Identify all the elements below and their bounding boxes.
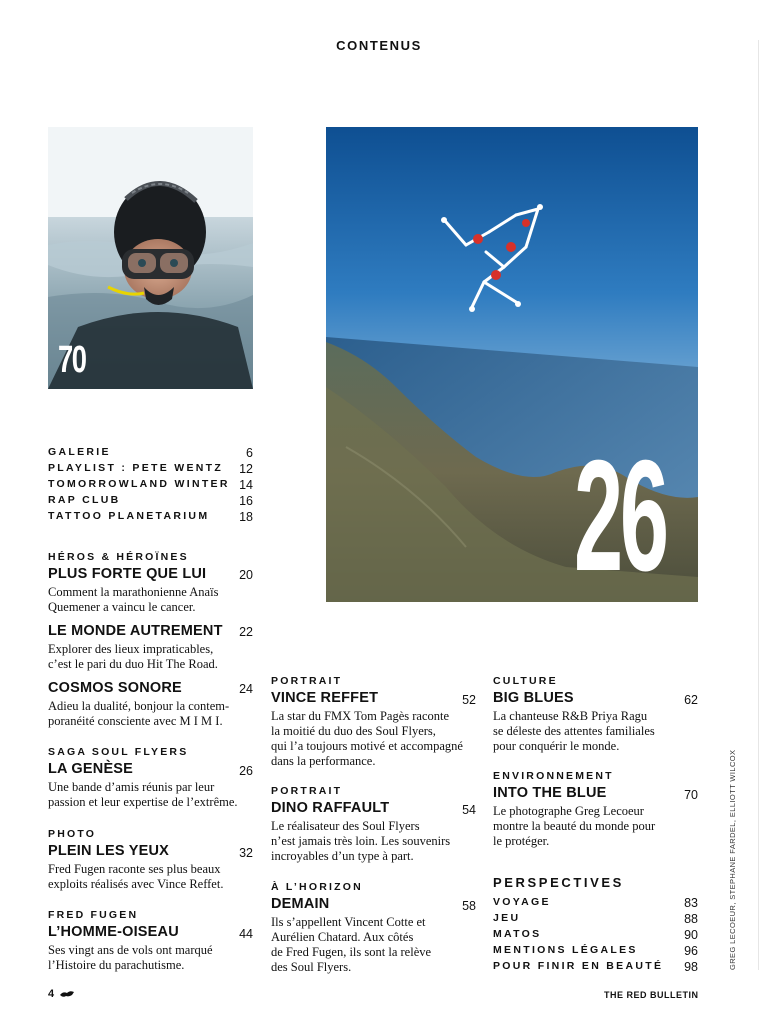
article-desc-line: c’est le pari du duo Hit The Road. bbox=[48, 657, 218, 671]
list-item-label: MENTIONS LÉGALES bbox=[493, 944, 638, 956]
list-item-page: 98 bbox=[684, 960, 698, 974]
article-entry[interactable] bbox=[48, 680, 253, 729]
article-desc-line: la moitié du duo des Soul Flyers, bbox=[271, 724, 436, 738]
feature-page-number-70: 70 bbox=[58, 339, 86, 381]
list-item-page: 12 bbox=[239, 462, 253, 476]
article-desc bbox=[48, 642, 253, 672]
article-desc-line: exploits réalisés avec Vince Reffet. bbox=[48, 877, 224, 891]
list-item-page: 16 bbox=[239, 494, 253, 508]
list-item[interactable] bbox=[48, 510, 253, 522]
article-title: INTO THE BLUE bbox=[493, 785, 607, 801]
article-desc-line: Quemener a vaincu le cancer. bbox=[48, 600, 196, 614]
article-page: 22 bbox=[239, 625, 253, 639]
article-desc bbox=[271, 709, 476, 769]
footer-brand: THE RED BULLETIN bbox=[604, 990, 699, 1000]
article-page: 62 bbox=[684, 693, 698, 707]
list-item[interactable] bbox=[48, 494, 253, 506]
article-entry[interactable] bbox=[271, 675, 476, 769]
article-title: COSMOS SONORE bbox=[48, 680, 182, 696]
article-desc bbox=[271, 915, 476, 975]
article-desc-line: Ils s’appellent Vincent Cotte et bbox=[271, 915, 426, 929]
article-kicker: FRED FUGEN bbox=[48, 909, 139, 921]
article-page: 54 bbox=[462, 803, 476, 817]
article-entry[interactable] bbox=[493, 675, 698, 754]
article-desc-line: passion et leur expertise de l’extrême. bbox=[48, 795, 238, 809]
article-desc-line: des Soul Flyers. bbox=[271, 960, 352, 974]
list-item[interactable] bbox=[493, 896, 698, 908]
list-item-page: 6 bbox=[246, 446, 253, 460]
article-desc bbox=[271, 819, 476, 864]
article-desc-line: montre la beauté du monde pour bbox=[493, 819, 656, 833]
article-desc-line: Comment la marathonienne Anaïs bbox=[48, 585, 219, 599]
list-item[interactable] bbox=[493, 960, 698, 972]
article-entry[interactable] bbox=[48, 566, 253, 615]
article-desc-line: Une bande d’amis réunis par leur bbox=[48, 780, 215, 794]
article-title: BIG BLUES bbox=[493, 690, 574, 706]
list-item[interactable] bbox=[48, 446, 253, 458]
article-desc bbox=[48, 699, 253, 729]
article-entry[interactable] bbox=[271, 881, 476, 975]
article-page: 58 bbox=[462, 899, 476, 913]
list-item[interactable] bbox=[48, 462, 253, 474]
section-kicker: HÉROS & HÉROÏNES bbox=[48, 551, 189, 563]
article-desc-line: de Fred Fugen, ils sont la relève bbox=[271, 945, 432, 959]
perspectives-section bbox=[493, 875, 698, 974]
article-desc-line: dans la performance. bbox=[271, 754, 376, 768]
page-title: CONTENUS bbox=[336, 38, 422, 53]
diver-photo bbox=[48, 127, 253, 389]
article-entry[interactable] bbox=[48, 623, 253, 672]
article-kicker: PORTRAIT bbox=[271, 675, 343, 687]
list-item[interactable] bbox=[493, 912, 698, 924]
list-item-label: GALERIE bbox=[48, 446, 111, 458]
page-number: 4 bbox=[48, 988, 55, 1000]
article-entry[interactable] bbox=[48, 828, 253, 892]
article-desc bbox=[48, 943, 253, 973]
article-title: LA GENÈSE bbox=[48, 761, 134, 777]
list-item[interactable] bbox=[493, 928, 698, 940]
article-desc-line: incroyables d’un type à part. bbox=[271, 849, 414, 863]
photo-credit-text: GREG LECOEUR, STEPHANE FARDEL, ELLIOTT WILCOX bbox=[728, 749, 737, 970]
photo-credit bbox=[727, 749, 739, 970]
article-title: LE MONDE AUTREMENT bbox=[48, 623, 223, 639]
article-desc-line: La star du FMX Tom Pagès raconte bbox=[271, 709, 450, 723]
article-page: 20 bbox=[239, 568, 253, 582]
article-title: VINCE REFFET bbox=[271, 690, 379, 706]
article-desc bbox=[48, 862, 253, 892]
article-desc-line: qui l’a toujours motivé et accompagné bbox=[271, 739, 463, 753]
feature-page-number-26: 26 bbox=[574, 428, 666, 602]
article-desc-line: Le réalisateur des Soul Flyers bbox=[271, 819, 420, 833]
article-page: 44 bbox=[239, 927, 253, 941]
list-item-label: POUR FINIR EN BEAUTÉ bbox=[493, 960, 664, 972]
list-item-label: VOYAGE bbox=[493, 896, 551, 908]
article-desc-line: n’est jamais très loin. Les souvenirs bbox=[271, 834, 451, 848]
list-item-page: 96 bbox=[684, 944, 698, 958]
article-page: 26 bbox=[239, 764, 253, 778]
article-desc-line: Explorer des lieux impraticables, bbox=[48, 642, 214, 656]
article-kicker: CULTURE bbox=[493, 675, 558, 687]
article-entry[interactable] bbox=[493, 770, 698, 849]
article-desc bbox=[48, 780, 253, 810]
article-desc-line: pour conquérir le monde. bbox=[493, 739, 620, 753]
list-item[interactable] bbox=[48, 478, 253, 490]
article-title: PLUS FORTE QUE LUI bbox=[48, 566, 207, 582]
article-desc-line: Fred Fugen raconte ses plus beaux bbox=[48, 862, 221, 876]
list-item-label: TATTOO PLANETARIUM bbox=[48, 510, 210, 522]
article-page: 24 bbox=[239, 682, 253, 696]
article-desc-line: Le photographe Greg Lecoeur bbox=[493, 804, 644, 818]
list-item-page: 14 bbox=[239, 478, 253, 492]
article-desc-line: le protéger. bbox=[493, 834, 550, 848]
article-kicker: À L’HORIZON bbox=[271, 881, 363, 893]
list-item-label: MATOS bbox=[493, 928, 542, 940]
section-heroes bbox=[48, 551, 253, 563]
article-title: DINO RAFFAULT bbox=[271, 800, 390, 816]
article-desc bbox=[493, 804, 698, 849]
list-item[interactable] bbox=[493, 944, 698, 956]
article-kicker: PORTRAIT bbox=[271, 785, 343, 797]
article-desc-line: Aurélien Chatard. Aux côtés bbox=[271, 930, 414, 944]
article-desc-line: se déleste des attentes familiales bbox=[493, 724, 655, 738]
article-kicker: SAGA SOUL FLYERS bbox=[48, 746, 189, 758]
article-kicker: ENVIRONNEMENT bbox=[493, 770, 614, 782]
article-entry[interactable] bbox=[48, 746, 253, 810]
article-title: DEMAIN bbox=[271, 896, 330, 912]
article-kicker: PHOTO bbox=[48, 828, 97, 840]
list-item-page: 90 bbox=[684, 928, 698, 942]
list-item-label: PLAYLIST : PETE WENTZ bbox=[48, 462, 224, 474]
list-item-page: 88 bbox=[684, 912, 698, 926]
list-item-label: RAP CLUB bbox=[48, 494, 121, 506]
list-item-page: 18 bbox=[239, 510, 253, 524]
article-page: 52 bbox=[462, 693, 476, 707]
bull-logo-icon bbox=[59, 989, 75, 999]
skydivers-photo bbox=[326, 127, 698, 602]
article-desc-line: l’Histoire du parachutisme. bbox=[48, 958, 185, 972]
article-title: PLEIN LES YEUX bbox=[48, 843, 169, 859]
article-desc-line: Ses vingt ans de vols ont marqué bbox=[48, 943, 213, 957]
article-desc bbox=[48, 585, 253, 615]
article-desc-line: La chanteuse R&B Priya Ragu bbox=[493, 709, 648, 723]
list-item-page: 83 bbox=[684, 896, 698, 910]
footer-page-number bbox=[48, 988, 75, 1000]
article-title: L’HOMME-OISEAU bbox=[48, 924, 179, 940]
list-item-label: TOMORROWLAND WINTER bbox=[48, 478, 230, 490]
article-page: 70 bbox=[684, 788, 698, 802]
article-page: 32 bbox=[239, 846, 253, 860]
article-desc bbox=[493, 709, 698, 754]
article-desc-line: Adieu la dualité, bonjour la contem- bbox=[48, 699, 230, 713]
list-item-label: JEU bbox=[493, 912, 521, 924]
article-entry[interactable] bbox=[271, 785, 476, 864]
article-entry[interactable] bbox=[48, 909, 253, 973]
perspectives-heading: PERSPECTIVES bbox=[493, 875, 624, 890]
page-edge-divider bbox=[758, 40, 759, 970]
article-desc-line: poranéité consciente avec M I M I. bbox=[48, 714, 223, 728]
